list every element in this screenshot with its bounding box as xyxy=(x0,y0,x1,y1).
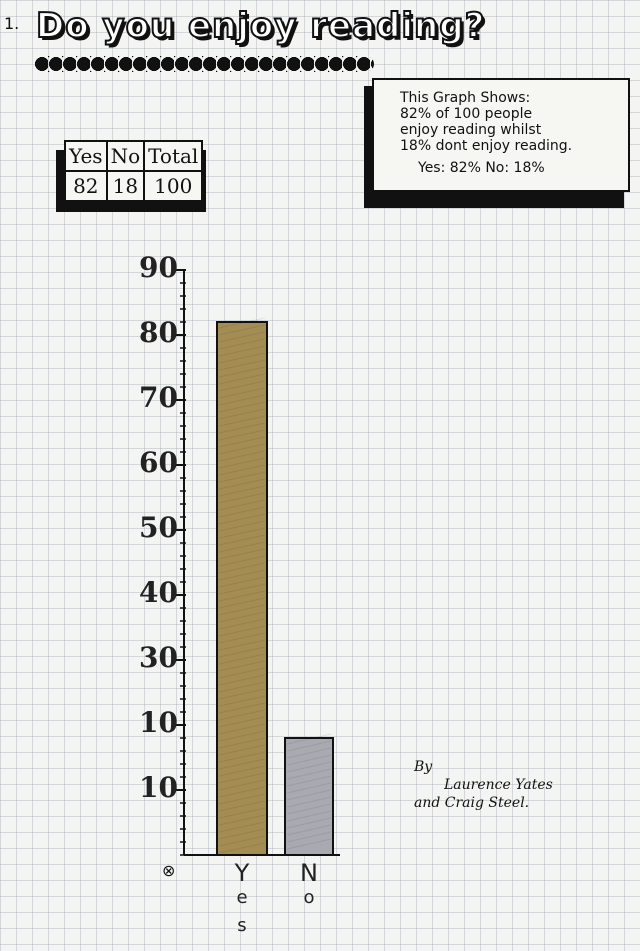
credits-name-2: and Craig Steel. xyxy=(414,795,530,811)
y-tick-label: 40 xyxy=(139,576,178,609)
summary-stats: Yes: 82% No: 18% xyxy=(418,160,545,176)
y-tick-label: 70 xyxy=(139,381,178,414)
page-number: 1. xyxy=(4,14,20,33)
summary-header-no: No xyxy=(107,141,145,171)
credits-by: By xyxy=(414,759,433,775)
summary-header-yes: Yes xyxy=(65,141,107,171)
y-tick-label: 60 xyxy=(139,446,178,479)
y-tick-label: 80 xyxy=(139,316,178,349)
y-tick-label: 50 xyxy=(139,511,178,544)
credits xyxy=(414,758,553,812)
x-category-label-letter: Y xyxy=(234,859,250,887)
summary-value-no: 18 xyxy=(107,171,145,201)
y-tick-label: 30 xyxy=(139,641,178,674)
summary-header-total: Total xyxy=(144,141,202,171)
summary-value-total: 100 xyxy=(144,171,202,201)
y-tick-label: 10 xyxy=(139,771,178,804)
summary-line: enjoy reading whilst xyxy=(400,122,542,138)
x-category-label-letter: o xyxy=(303,887,315,908)
x-category-label-letter: e xyxy=(236,887,248,908)
credits-name-1: Laurence Yates xyxy=(444,777,553,793)
y-tick-label-zero: ⊗ xyxy=(162,861,176,880)
summary-line: This Graph Shows: xyxy=(400,90,531,106)
summary-line: 18% dont enjoy reading. xyxy=(400,138,573,154)
summary-line: 82% of 100 people xyxy=(400,106,533,122)
y-tick-label: 10 xyxy=(139,706,178,739)
x-category-label-letter: N xyxy=(300,859,318,887)
y-tick-label: 90 xyxy=(139,251,178,284)
summary-value-yes: 82 xyxy=(65,171,107,201)
page-title: Do you enjoy reading? xyxy=(36,6,486,46)
x-category-label-letter: s xyxy=(237,915,247,936)
